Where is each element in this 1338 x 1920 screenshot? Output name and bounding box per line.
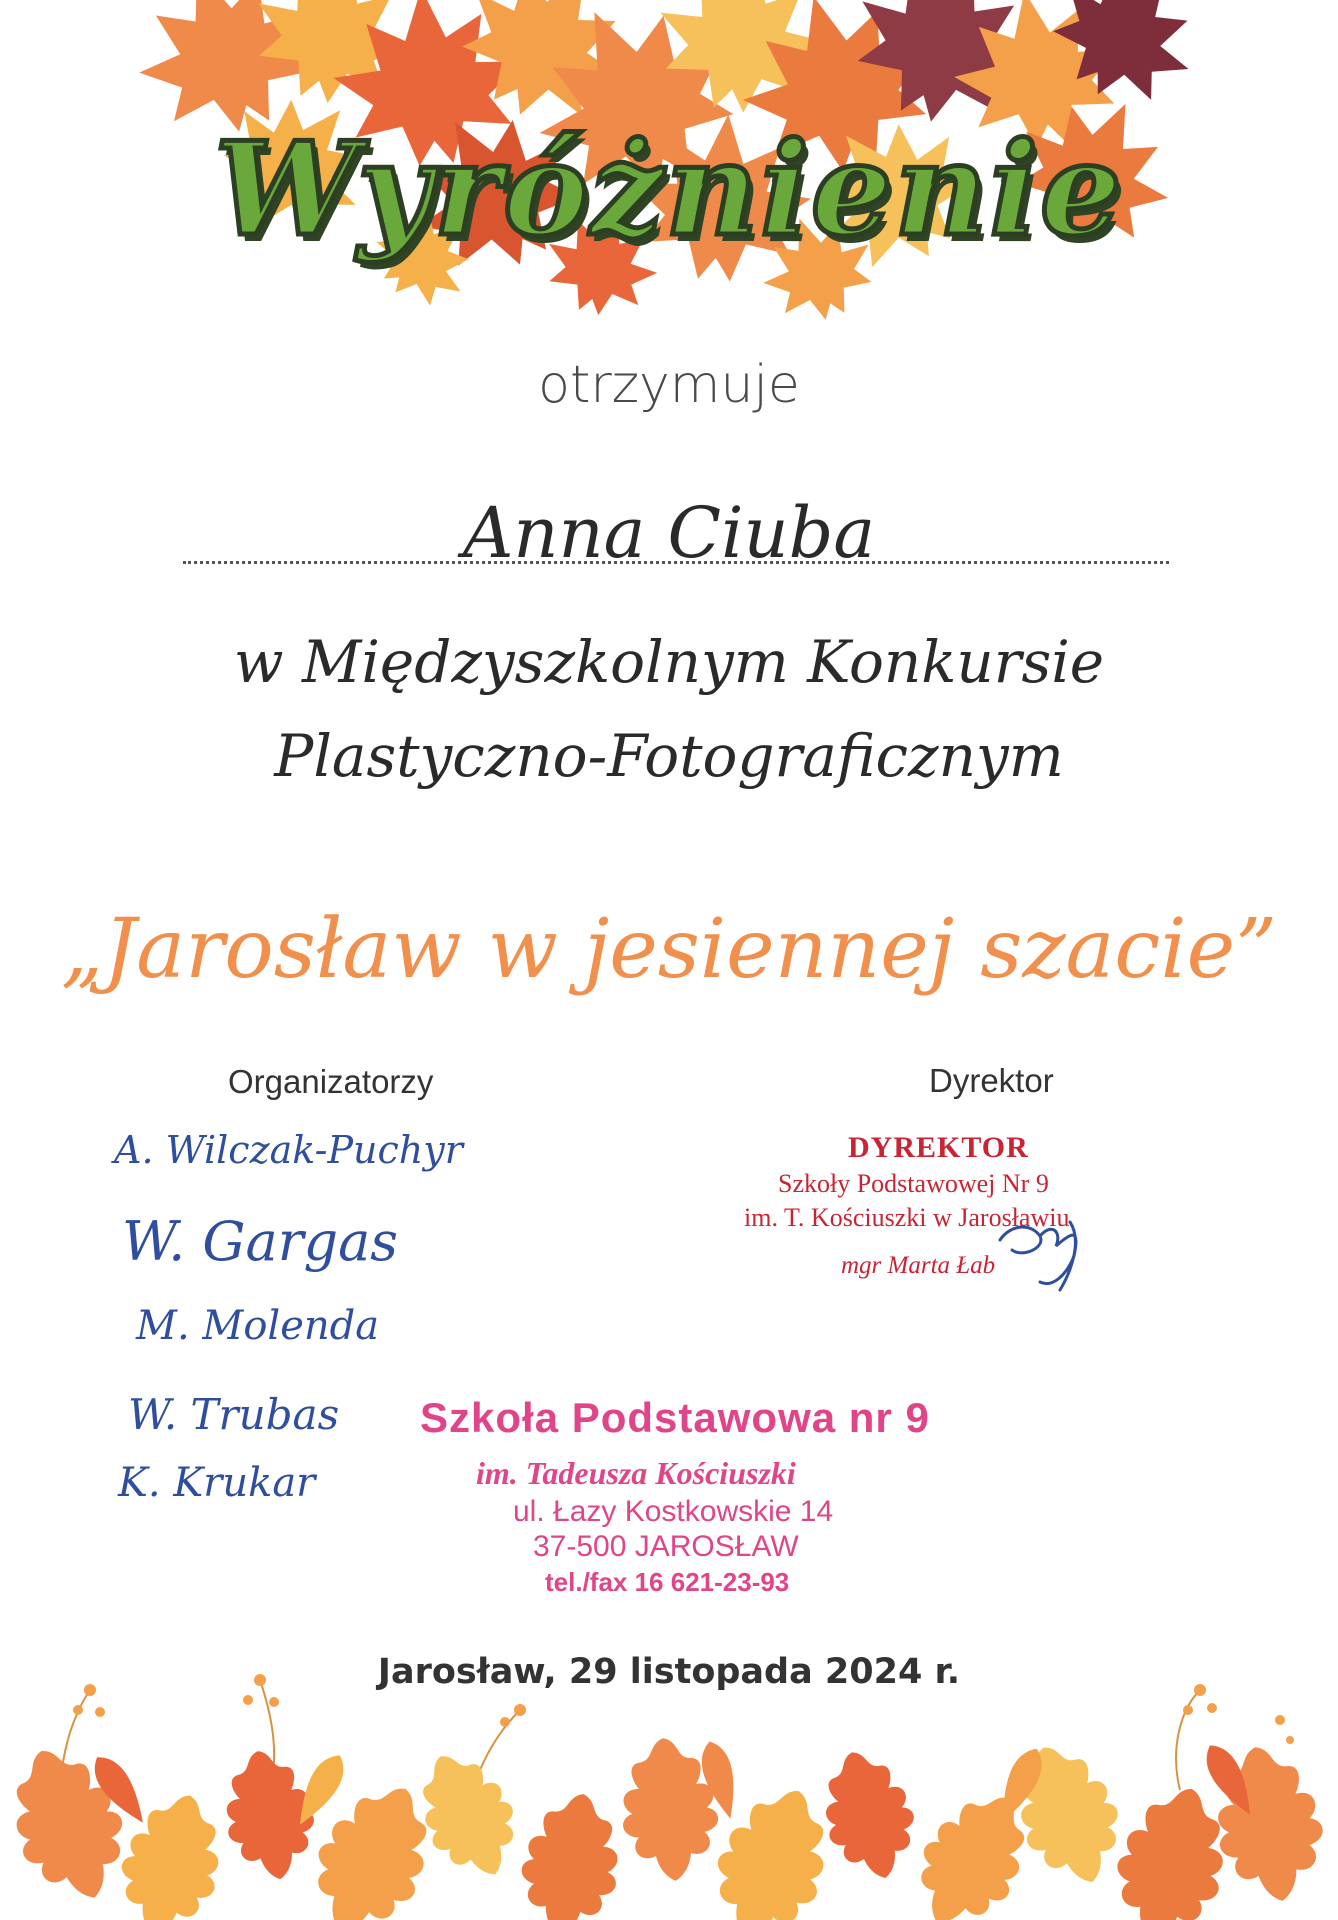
organizer-signature-1: A. Wilczak-Puchyr <box>114 1128 463 1172</box>
school-stamp-name: Szkoła Podstawowa nr 9 <box>420 1394 930 1441</box>
organizer-signature-3: M. Molenda <box>136 1303 380 1349</box>
certificate-title: Wyróżnienie <box>214 115 1124 265</box>
competition-line-1: w Międzyszkolnym Konkursie <box>233 628 1105 696</box>
organizers-label: Organizatorzy <box>228 1063 434 1100</box>
school-stamp-city: 37-500 JAROSŁAW <box>533 1530 799 1563</box>
director-stamp-line-2: im. T. Kościuszki w Jarosławiu <box>744 1203 1070 1232</box>
organizer-signature-5: K. Krukar <box>118 1460 316 1506</box>
competition-theme: „Jarosław w jesiennej szacie” <box>60 902 1278 997</box>
director-label: Dyrektor <box>929 1062 1054 1099</box>
school-stamp-street: ul. Łazy Kostkowskie 14 <box>513 1495 834 1528</box>
date-line: Jarosław, 29 listopada 2024 r. <box>377 1652 961 1692</box>
school-stamp-phone: tel./fax 16 621-23-93 <box>545 1567 790 1597</box>
competition-line-2: Plastyczno-Fotograficznym <box>274 722 1064 790</box>
director-stamp-name: mgr Marta Łab <box>841 1252 996 1279</box>
recipient-name: Anna Ciuba <box>462 492 876 574</box>
organizer-signature-2: W. Gargas <box>122 1210 399 1273</box>
organizer-signature-4: W. Trubas <box>128 1390 340 1439</box>
director-stamp-title: DYREKTOR <box>848 1131 1029 1164</box>
receives-label: otrzymuje <box>538 355 800 415</box>
school-stamp-patron: im. Tadeusza Kościuszki <box>476 1455 796 1491</box>
director-stamp-line-1: Szkoły Podstawowej Nr 9 <box>778 1169 1049 1198</box>
recipient-dotted-line <box>183 561 1169 564</box>
